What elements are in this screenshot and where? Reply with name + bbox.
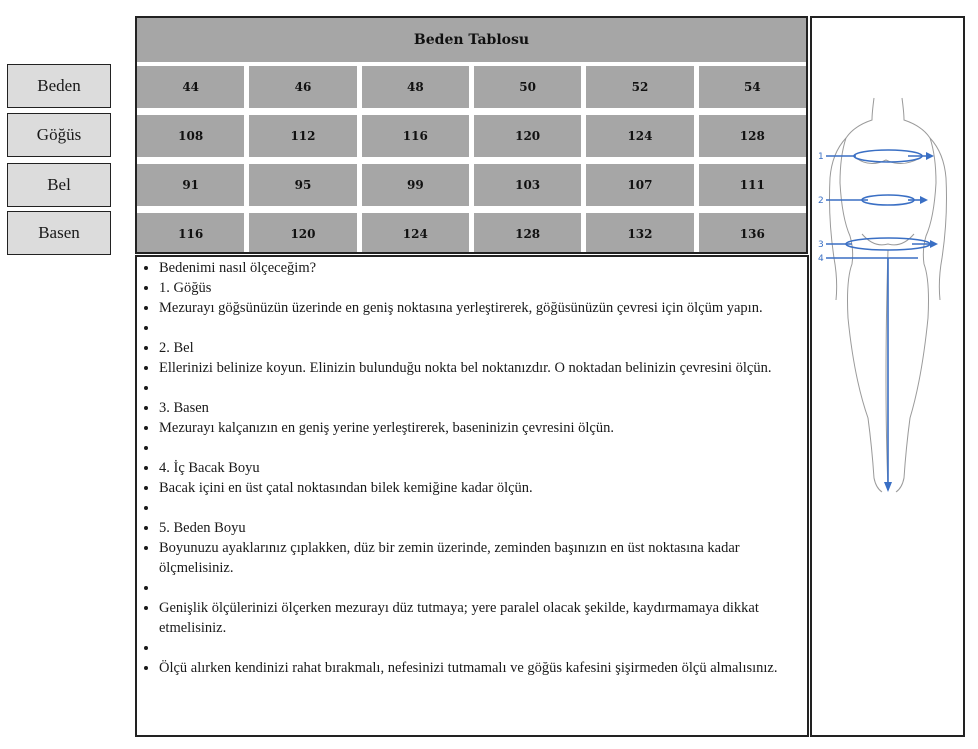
size-cell: 54 bbox=[699, 66, 806, 108]
measurement-instructions bbox=[135, 255, 809, 737]
size-cell: 120 bbox=[474, 115, 581, 157]
size-row-gogus bbox=[137, 115, 806, 157]
size-cell: 136 bbox=[699, 213, 806, 254]
size-cell: 52 bbox=[586, 66, 693, 108]
size-cell: 124 bbox=[586, 115, 693, 157]
list-item bbox=[159, 438, 807, 458]
list-item: • 2. Bel bbox=[159, 338, 807, 358]
size-cell: 103 bbox=[474, 164, 581, 206]
list-item bbox=[159, 638, 807, 658]
label-beden: Beden bbox=[7, 64, 111, 108]
size-cell: 112 bbox=[249, 115, 356, 157]
size-cell: 44 bbox=[137, 66, 244, 108]
marker-2: 2 bbox=[818, 196, 824, 206]
list-item bbox=[159, 578, 807, 598]
list-item: • 5. Beden Boyu bbox=[159, 518, 807, 538]
list-item: • Bedenimi nasıl ölçeceğim? bbox=[159, 258, 807, 278]
size-table-title: Beden Tablosu bbox=[137, 18, 806, 62]
label-basen: Basen bbox=[7, 211, 111, 255]
size-cell: 128 bbox=[699, 115, 806, 157]
list-item: • Genişlik ölçülerinizi ölçerken mezurayı düz tutmaya; yere paralel olacak şekilde, kaydırmamaya dikkat etmelisiniz. bbox=[159, 598, 807, 638]
label-bel: Bel bbox=[7, 163, 111, 207]
size-cell: 120 bbox=[249, 213, 356, 254]
size-cell: 111 bbox=[699, 164, 806, 206]
list-item: • 3. Basen bbox=[159, 398, 807, 418]
list-item bbox=[159, 498, 807, 518]
size-cell: 46 bbox=[249, 66, 356, 108]
list-item: • Ölçü alırken kendinizi rahat bırakmalı, nefesinizi tutmamalı ve göğüs kafesini şişirmeden ölçü almalısınız. bbox=[159, 658, 807, 678]
size-cell: 116 bbox=[362, 115, 469, 157]
list-item: • Ellerinizi belinize koyun. Elinizin bulunduğu nokta bel noktanızdır. O noktadan belinizin çevresini ölçün. bbox=[159, 358, 807, 378]
list-item: • 4. İç Bacak Boyu bbox=[159, 458, 807, 478]
list-item bbox=[159, 318, 807, 338]
measurement-markers bbox=[818, 152, 824, 264]
list-item: • Mezurayı göğsünüzün üzerinde en geniş noktasına yerleştirerek, göğüsünüzün çevresi için ölçüm yapın. bbox=[159, 298, 807, 318]
size-row-beden bbox=[137, 66, 806, 108]
list-item: • Boyunuzu ayaklarınız çıplakken, düz bir zemin üzerinde, zeminden başınızın en üst noktasına kadar ölçmelisiniz. bbox=[159, 538, 807, 578]
size-row-basen bbox=[137, 213, 806, 254]
size-cell: 116 bbox=[137, 213, 244, 254]
list-item: • 1. Göğüs bbox=[159, 278, 807, 298]
size-cell: 108 bbox=[137, 115, 244, 157]
size-cell: 132 bbox=[586, 213, 693, 254]
list-item: • Bacak içini en üst çatal noktasından bilek kemiğine kadar ölçün. bbox=[159, 478, 807, 498]
marker-1: 1 bbox=[818, 152, 824, 162]
size-row-bel bbox=[137, 164, 806, 206]
size-cell: 124 bbox=[362, 213, 469, 254]
list-item bbox=[159, 378, 807, 398]
label-gogus: Göğüs bbox=[7, 113, 111, 157]
size-cell: 99 bbox=[362, 164, 469, 206]
instruction-list bbox=[137, 257, 807, 678]
size-cell: 95 bbox=[249, 164, 356, 206]
body-outline-illustration bbox=[812, 18, 963, 735]
size-cell: 128 bbox=[474, 213, 581, 254]
size-cell: 91 bbox=[137, 164, 244, 206]
size-table bbox=[135, 16, 808, 254]
size-cell: 107 bbox=[586, 164, 693, 206]
marker-4: 4 bbox=[818, 254, 824, 264]
body-measurement-figure bbox=[810, 16, 965, 737]
list-item: • Mezurayı kalçanızın en geniş yerine yerleştirerek, baseninizin çevresini ölçün. bbox=[159, 418, 807, 438]
marker-3: 3 bbox=[818, 240, 824, 250]
size-cell: 50 bbox=[474, 66, 581, 108]
size-cell: 48 bbox=[362, 66, 469, 108]
